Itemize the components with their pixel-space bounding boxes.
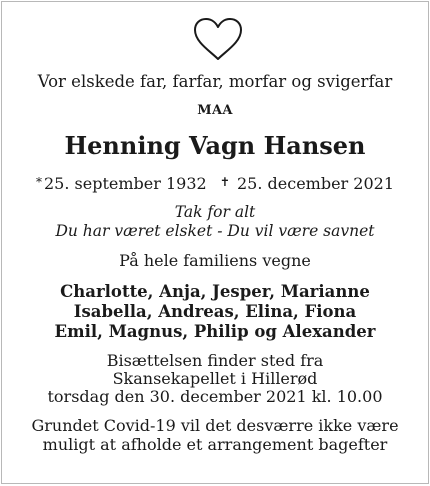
cross-icon: ✝ <box>219 175 230 189</box>
names-line: Isabella, Andreas, Elina, Fiona <box>73 302 357 321</box>
names-line: Emil, Magnus, Philip og Alexander <box>54 322 376 341</box>
memorial-quote <box>2 203 428 241</box>
covid-notice <box>2 416 428 454</box>
family-intro: På hele familiens vegne <box>119 251 311 270</box>
quote-line: Tak for alt <box>174 203 256 221</box>
intro-text: Vor elskede far, farfar, morfar og svigerfar <box>37 72 393 91</box>
deceased-name: Henning Vagn Hansen <box>64 131 366 160</box>
death-date: 25. december 2021 <box>236 174 394 193</box>
birth-symbol: * <box>36 175 42 189</box>
funeral-line: torsdag den 30. december 2021 kl. 10.00 <box>47 387 383 406</box>
funeral-line: Skansekapellet i Hillerød <box>112 369 318 388</box>
heart-icon <box>192 16 244 62</box>
obituary-notice <box>1 1 429 484</box>
funeral-info <box>2 352 428 406</box>
family-names <box>2 282 428 342</box>
funeral-line: Bisættelsen finder sted fra <box>106 351 324 370</box>
nickname: MAA <box>197 103 233 118</box>
quote-line: Du har været elsket - Du vil være savnet <box>55 222 375 240</box>
birth-date: 25. september 1932 <box>44 174 207 193</box>
covid-line: muligt at afholde et arrangement bagefter <box>42 435 388 454</box>
death-date-group <box>220 174 394 193</box>
covid-line: Grundet Covid-19 vil det desværre ikke være <box>31 416 399 435</box>
birth-date-group <box>36 174 207 193</box>
names-line: Charlotte, Anja, Jesper, Marianne <box>60 282 370 301</box>
